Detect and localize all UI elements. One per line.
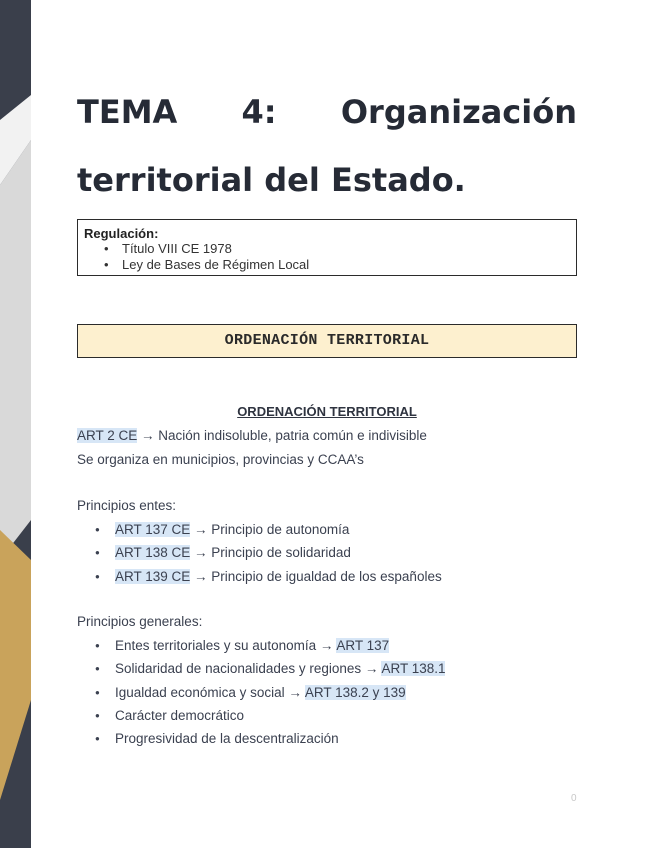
item-text: → Principio de igualdad de los españoles [190, 568, 442, 584]
sidebar-pattern-graphic [0, 0, 31, 848]
page-number: 0 [571, 793, 577, 804]
organization-line: Se organiza en municipios, provincias y CCAA’s [77, 452, 364, 467]
title-line-1 [77, 78, 577, 146]
principios-generales-list [77, 634, 445, 750]
item-text: Solidaridad de nacionalidades y regiones → [115, 661, 382, 677]
item-text: Progresividad de la descentralización [115, 731, 339, 747]
list-item [77, 727, 445, 750]
title-word-3: Organización [340, 93, 577, 131]
principios-entes-list [77, 518, 442, 588]
item-text: → Principio de solidaridad [190, 545, 351, 561]
title-word-2: 4: [241, 93, 277, 131]
list-item [77, 541, 442, 564]
item-text: → Principio de autonomía [190, 522, 350, 537]
page-title [77, 78, 577, 214]
article-reference: ART 137 [336, 638, 390, 653]
item-text: Entes territoriales y su autonomía → [115, 638, 337, 653]
intro-line [77, 428, 427, 443]
title-word-1: TEMA [77, 93, 178, 131]
sub-heading: ORDENACIÓN TERRITORIAL [237, 404, 417, 419]
list-item [77, 681, 445, 704]
article-reference: ART 138.2 y 139 [304, 684, 406, 700]
title-line-2: territorial del Estado. [77, 161, 466, 199]
list-item [77, 634, 445, 657]
document-page [31, 0, 655, 848]
item-text: Igualdad económica y social → [115, 684, 305, 700]
article-reference: ART 139 CE [115, 568, 191, 584]
article-reference: ART 2 CE [77, 428, 138, 443]
list-item [77, 518, 442, 541]
regulation-label: Regulación: [84, 226, 159, 241]
section-banner: ORDENACIÓN TERRITORIAL [77, 324, 577, 358]
decorative-sidebar [0, 0, 31, 848]
article-reference: ART 137 CE [115, 522, 191, 537]
list-item [77, 565, 442, 588]
item-text: Carácter democrático [115, 707, 245, 723]
article-reference: ART 138.1 [381, 661, 446, 677]
principios-entes-label: Principios entes: [77, 498, 177, 513]
list-item [77, 657, 445, 680]
intro-text: → Nación indisoluble, patria común e indivisible [137, 428, 427, 443]
regulation-box [77, 219, 577, 276]
regulation-list [84, 241, 570, 272]
list-item: • Título VIII CE 1978 [104, 241, 570, 257]
article-reference: ART 138 CE [115, 545, 191, 561]
list-item [77, 704, 445, 727]
principios-generales-label: Principios generales: [77, 614, 203, 629]
list-item: • Ley de Bases de Régimen Local [104, 257, 570, 273]
